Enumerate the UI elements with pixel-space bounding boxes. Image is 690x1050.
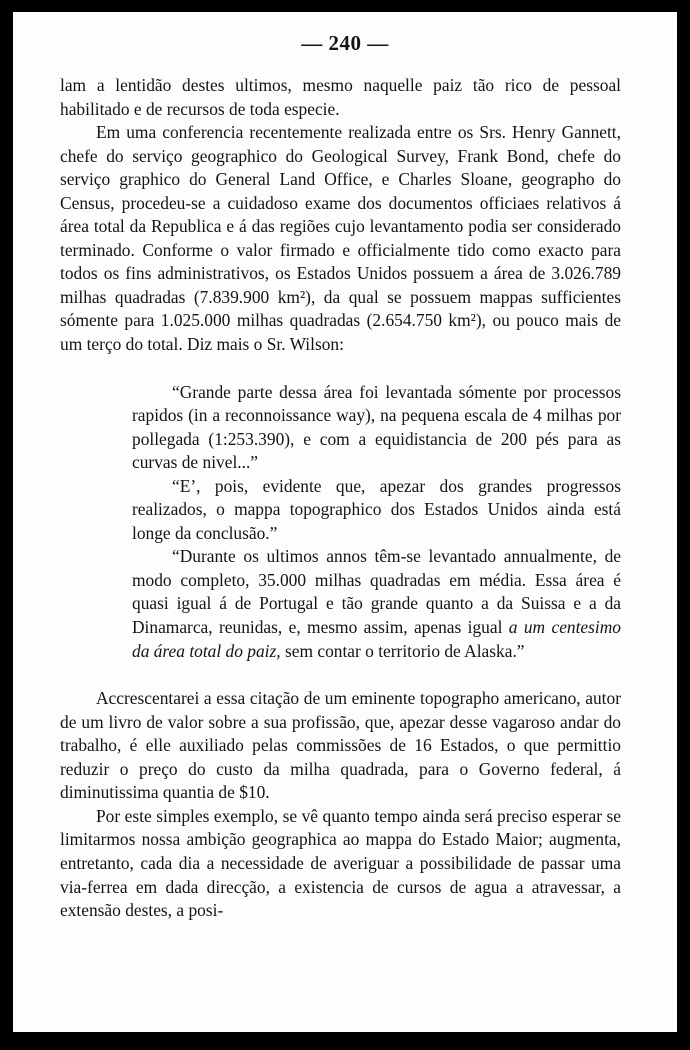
spacer <box>60 663 621 687</box>
quote-3-end: sem contar o territorio de Alaska.” <box>285 640 525 661</box>
quote-paragraph-2: “E’, pois, evidente que, apezar dos grandes progressos realizados, o mappa topographico dos Estados Unidos ainda está longe da conclusão.” <box>132 475 621 543</box>
page-number: — 240 — <box>301 31 389 55</box>
spacer <box>60 357 621 381</box>
quote-paragraph-1: “Grande parte dessa área foi levantada sómente por processos rapidos (in a reconnoissance way), na pequena escala de 4 milhas por pollegada (1:253.390), e com a equidistancia de 200 pés para as curvas de nivel...” <box>132 381 621 473</box>
quote-3-start: “Durante os ultimos annos têm-se levantado annualmente, de modo completo, 35.000 milhas quadradas em média. Essa área é quasi igual á de Portugal e tão grande quanto a da Suissa e a da Dinamarca, reunidas, e, mesmo assim, apenas igual <box>132 546 621 638</box>
paragraph-conference: Em uma conferencia recentemente realizada entre os Srs. Henry Gannett, chefe do serviço geographico do Geological Survey, Frank Bond, chefe do serviço graphico do General Land Office, e Charles Sloane, geographo do Census, procedeu-se a cuidadoso exame dos documentos officiaes relativos á área total da Republica e á das regiões cujo levantamento podia ser considerado terminado. Conforme o valor firmado e officialmente tido como exacto para todos os fins administrativos, os Estados Unidos possuem a área de 3.026.789 milhas quadradas (7.839.900 km²), da qual se possuem mappas sufficientes sómente para 1.025.000 milhas quadradas (2.654.750 km²), ou pouco mais de um terço do total. Diz mais o Sr. Wilson: <box>60 122 621 355</box>
paragraph-example: Por este simples exemplo, se vê quanto tempo ainda será preciso esperar se limitarmos nossa ambição geographica ao mappa do Estado Maior; augmenta, entretanto, cada dia a necessidade de averiguar a possibilidade de passar uma via-ferrea em dada direcção, a existencia de cursos de agua a atravessar, a extensão destes, a posi- <box>60 805 621 921</box>
block-quote <box>132 381 621 664</box>
quote-paragraph-3 <box>132 545 621 663</box>
paragraph-addition: Accrescentarei a essa citação de um eminente topographo americano, autor de um livro de valor sobre a sua profissão, que, apezar desse vagaroso andar do trabalho, é elle auxiliado pelas commissões de 16 Estados, o que permittio reduzir o preço do custo da milha quadrada, para o Governo federal, á diminutissima quantia de $10. <box>60 688 621 803</box>
page-body <box>60 74 621 923</box>
paragraph-continuation: lam a lentidão destes ultimos, mesmo naquelle paiz tão rico de pessoal habilitado e de recursos de toda especie. <box>60 75 621 119</box>
quote-3-italic: a um centesimo da área total do paiz, <box>132 617 622 661</box>
document-page <box>13 12 677 1032</box>
